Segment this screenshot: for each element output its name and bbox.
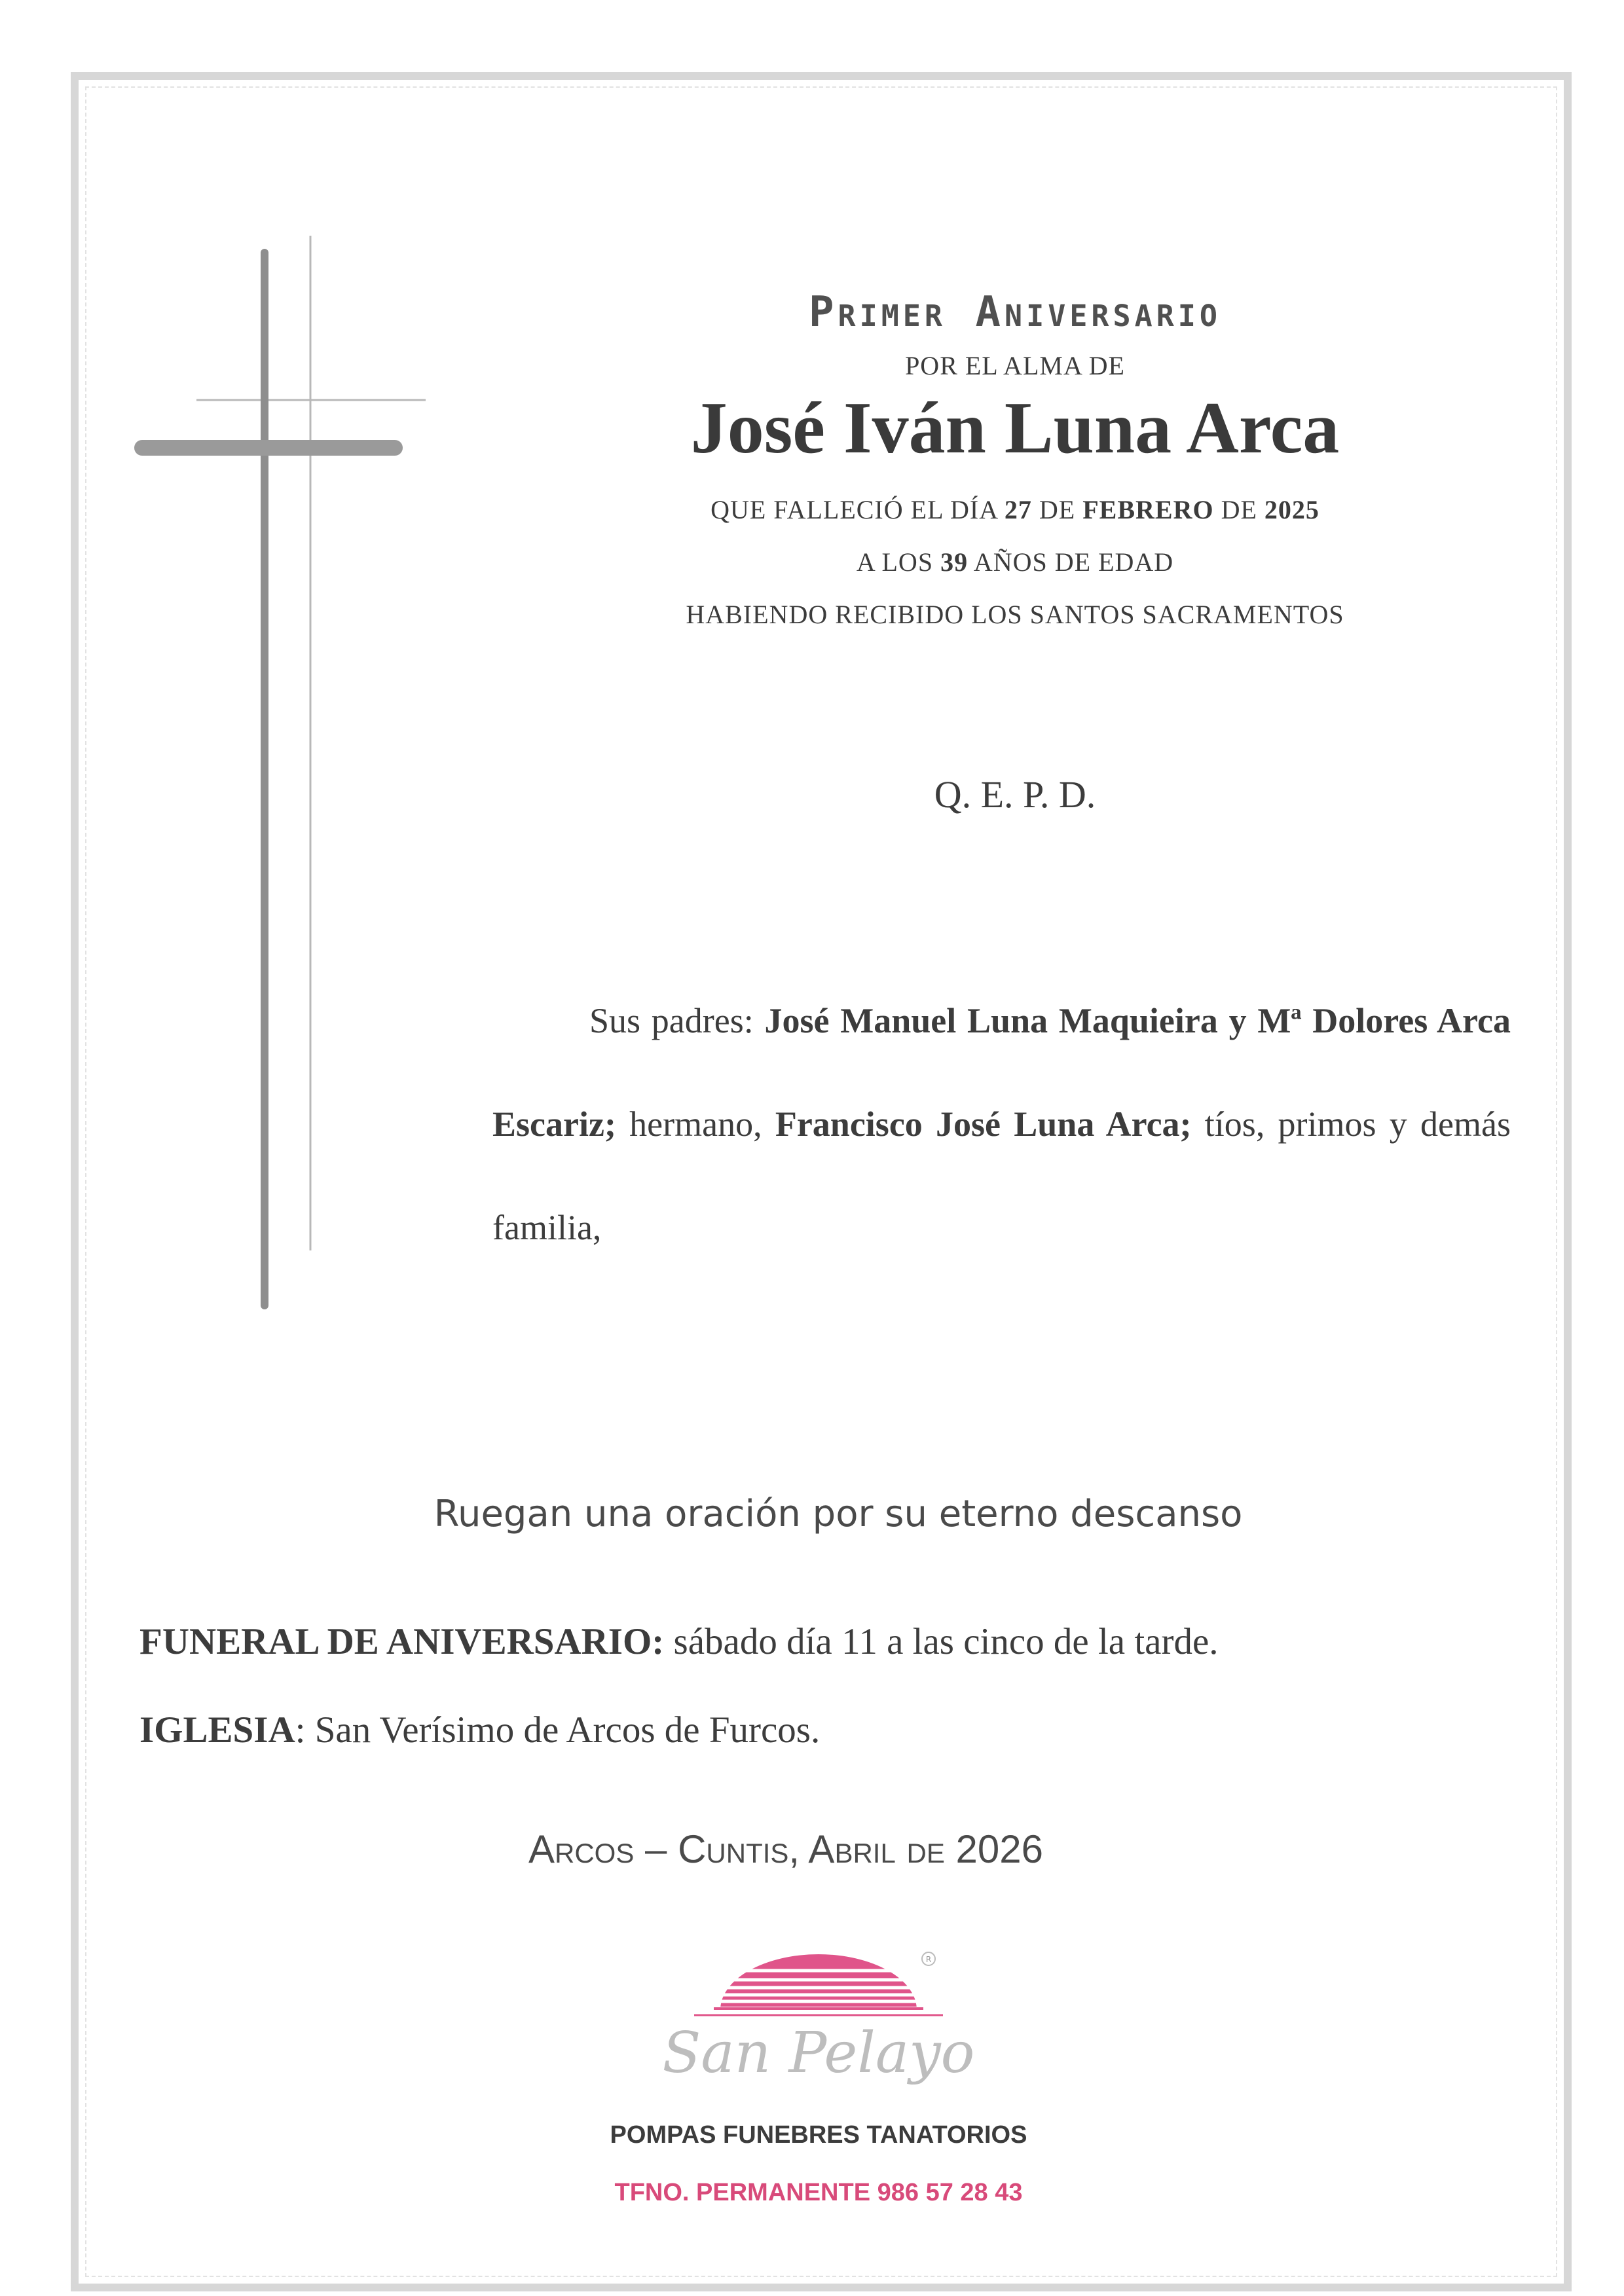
funeral-text: sábado día 11 a las cinco de la tarde. bbox=[673, 1621, 1219, 1662]
death-date-line: QUE FALLECIÓ EL DÍA 27 DE FEBRERO DE 2025 bbox=[710, 495, 1320, 524]
notice-title: Primer Aniversario bbox=[809, 288, 1221, 337]
church-line bbox=[139, 1709, 1515, 1751]
deceased-name: José Iván Luna Arca bbox=[690, 388, 1340, 469]
place-date: Arcos – Cuntis, Abril de 2026 bbox=[528, 1827, 1043, 1871]
prayer-request: Ruegan una oración por su eterno descanso bbox=[434, 1493, 1243, 1535]
family-paragraph: Sus padres: José Manuel Luna Maquieira y Mª Dolores Arca Escariz; hermano, Francisco José Luna Arca; tíos, primos y demás familia, bbox=[492, 1001, 1511, 1247]
for-soul-of-label: POR EL ALMA DE bbox=[905, 351, 1125, 380]
funeral-line bbox=[139, 1620, 1515, 1663]
logo-text: San Pelayo bbox=[662, 2020, 975, 2086]
sunset-logo-icon bbox=[655, 1931, 982, 2128]
church-label: IGLESIA bbox=[139, 1709, 295, 1751]
sacraments-line: HABIENDO RECIBIDO LOS SANTOS SACRAMENTOS bbox=[686, 600, 1344, 629]
qepd: Q. E. P. D. bbox=[934, 773, 1096, 816]
funeral-label: FUNERAL DE ANIVERSARIO: bbox=[139, 1621, 665, 1662]
church-text: : San Verísimo de Arcos de Furcos. bbox=[295, 1709, 821, 1751]
company-name: POMPAS FUNEBRES TANATORIOS bbox=[610, 2121, 1027, 2149]
phone-number: TFNO. PERMANENTE 986 57 28 43 bbox=[614, 2179, 1023, 2206]
registered-mark: R bbox=[925, 1955, 932, 1964]
san-pelayo-logo bbox=[655, 1931, 982, 2128]
age-line: A LOS 39 AÑOS DE EDAD bbox=[856, 547, 1174, 577]
